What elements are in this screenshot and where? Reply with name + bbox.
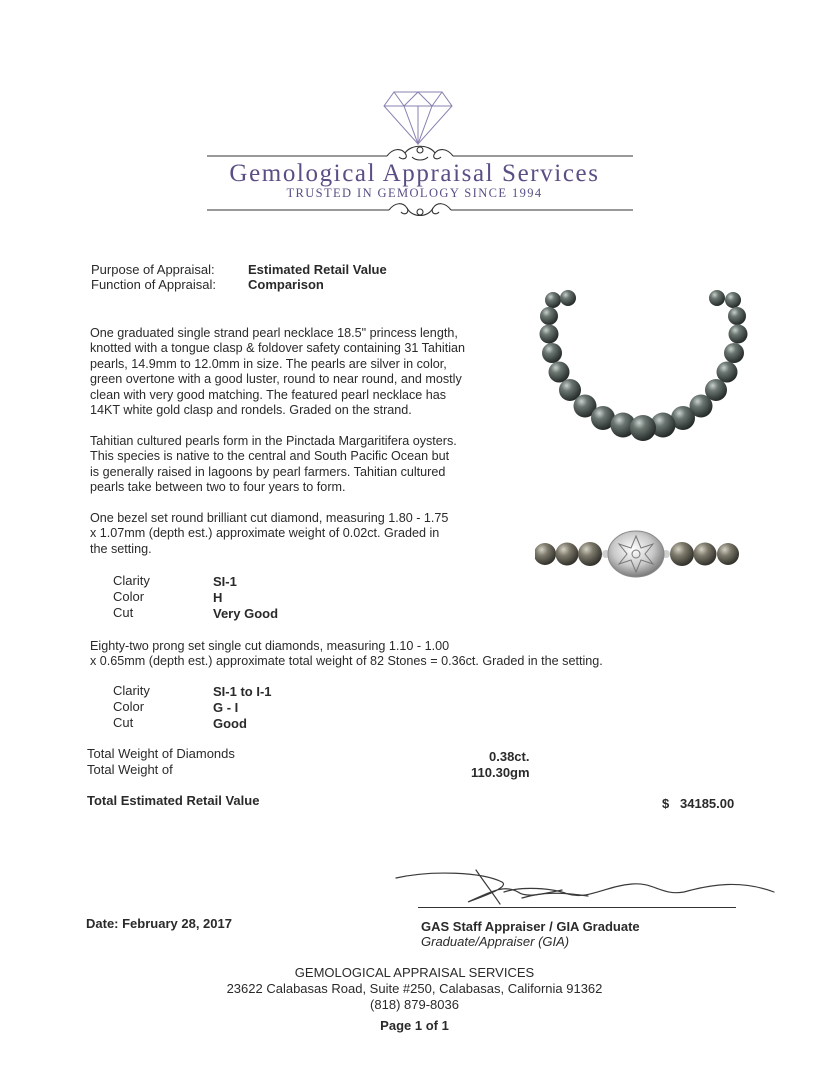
cut-label: Cut	[113, 715, 134, 730]
signature-line	[418, 907, 736, 908]
tahitian-description: Tahitian cultured pearls form in the Pinctada Margaritifera oysters. This species is native to the central and South Pacific Ocean but is generally raised in lagoons by pearl farmers. Tahitian cultured pearls take between two to four years to form.	[90, 434, 457, 495]
color-label: Color	[113, 699, 145, 714]
appraiser-credential: Graduate/Appraiser (GIA)	[421, 934, 570, 949]
purpose-value: Estimated Retail Value	[248, 262, 387, 277]
cut-value: Very Good	[213, 606, 279, 621]
total-retail-label: Total Estimated Retail Value	[87, 793, 260, 808]
cut-value: Good	[213, 716, 247, 731]
retail-currency: $	[662, 796, 670, 811]
footer-phone: (818) 879-8036	[370, 997, 459, 1012]
appraiser-name: GAS Staff Appraiser / GIA Graduate	[421, 919, 640, 934]
pearl-necklace-photo	[535, 290, 750, 445]
total-retail-value: 34185.00	[680, 796, 735, 811]
total-weight-label: Total Weight of	[87, 762, 173, 777]
page-number: Page 1 of 1	[380, 1018, 449, 1033]
footer-address: 23622 Calabasas Road, Suite #250, Calabasas, California 91362	[226, 981, 603, 996]
footer-company: GEMOLOGICAL APPRAISAL SERVICES	[294, 965, 535, 980]
total-weight-value: 110.30gm	[471, 765, 530, 780]
prong-diamond-description: Eighty-two prong set single cut diamonds, measuring 1.10 - 1.00 x 0.65mm (depth est.) approximate total weight of 82 Stones = 0.36ct. Graded in the setting.	[90, 639, 603, 669]
color-value: G - I	[213, 700, 239, 715]
diamond-logo-icon	[382, 90, 454, 146]
total-diamond-weight-label: Total Weight of Diamonds	[87, 746, 235, 761]
clarity-value: SI-1 to I-1	[213, 684, 272, 699]
clarity-label: Clarity	[113, 573, 150, 588]
appraisal-date: Date: February 28, 2017	[86, 916, 232, 931]
bezel-diamond-description: One bezel set round brilliant cut diamond, measuring 1.80 - 1.75 x 1.07mm (depth est.) approximate weight of 0.02ct. Graded in the setting.	[90, 511, 449, 556]
signature-image	[392, 862, 782, 910]
clasp-photo	[535, 528, 740, 582]
color-label: Color	[113, 589, 145, 604]
brand-tagline: TRUSTED IN GEMOLOGY SINCE 1994	[286, 186, 543, 200]
function-value: Comparison	[248, 277, 324, 292]
total-diamond-weight-value: 0.38ct.	[489, 749, 530, 764]
brand-name: Gemological Appraisal Services	[229, 160, 600, 187]
purpose-label: Purpose of Appraisal:	[91, 262, 215, 277]
necklace-description: One graduated single strand pearl necklace 18.5" princess length, knotted with a tongue clasp & foldover safety containing 31 Tahitian pearls, 14.9mm to 12.0mm in size. The pearls are silver in color, green overtone with a good luster, round to near round, and mostly clean with very good matching. The featured pearl necklace has 14KT white gold clasp and rondels. Graded on the strand.	[90, 326, 466, 418]
cut-label: Cut	[113, 605, 134, 620]
clarity-value: SI-1	[213, 574, 237, 589]
function-label: Function of Appraisal:	[91, 277, 217, 292]
color-value: H	[213, 590, 223, 605]
bottom-flourish-icon	[207, 200, 633, 222]
clarity-label: Clarity	[113, 683, 150, 698]
